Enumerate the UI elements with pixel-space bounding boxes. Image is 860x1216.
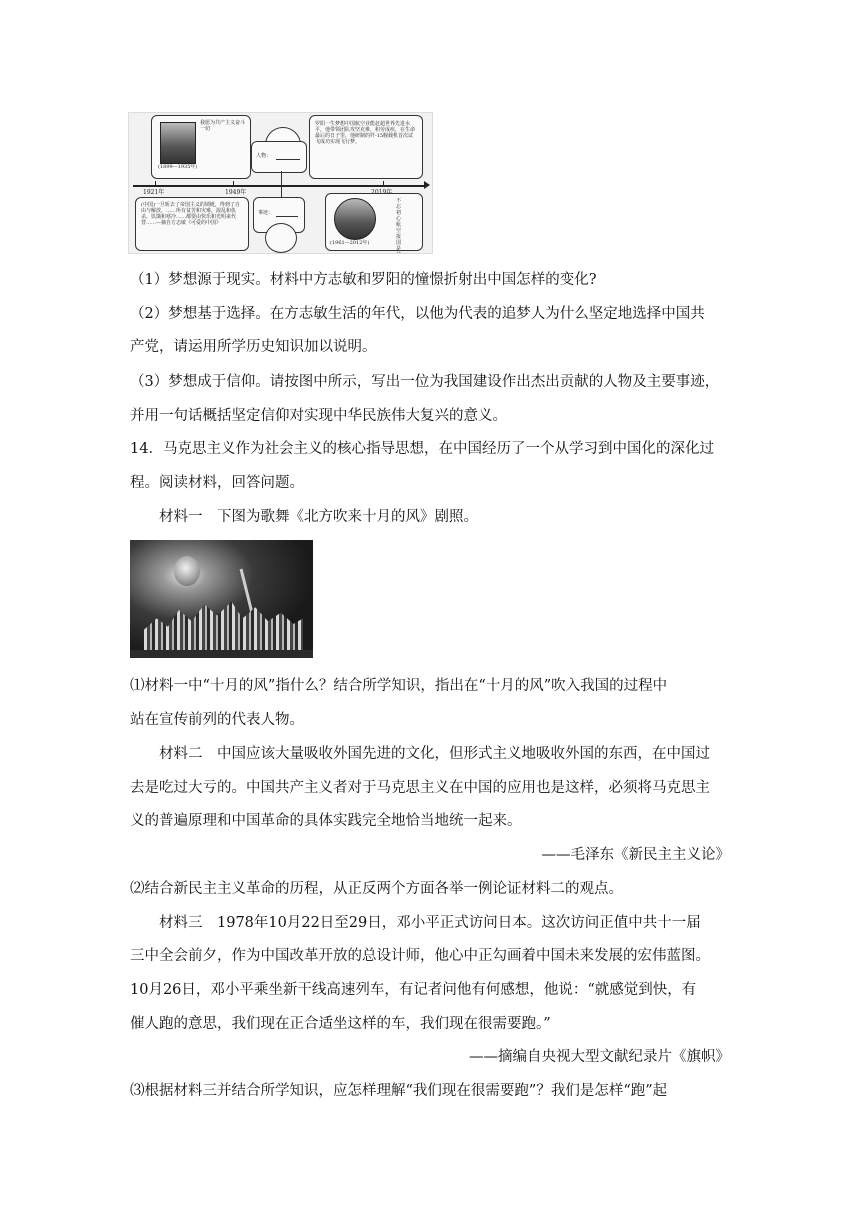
person-box (251, 141, 307, 173)
stage-photo (130, 540, 313, 658)
fang-zhimin-card (151, 115, 251, 179)
luo-yang-story: 罗阳一生梦想中国航空业能赶超世界先进水平，他带领团队攻坚克难，积劳成疾，在生命最后的日子里，他研制的歼-15舰载机首次试飞成功实现飞行梦。 (315, 121, 416, 145)
luo-yang-portrait (334, 198, 376, 240)
q14-stem-line2: 程。阅读材料，回答问题。 (130, 475, 304, 491)
year-1921: 1921年 (143, 189, 165, 196)
material-2-line3: 义的普遍原理和中国革命的具体实践完全地恰当地统一起来。 (130, 813, 522, 829)
material-2-line2: 去是吃过大亏的。中国共产主义者对于马克思主义在中国的应用也是这样，必须将马克思主 (130, 780, 710, 796)
event-label: 事迹： (258, 210, 274, 216)
material-1: 材料一 下图为歌舞《北方吹来十月的风》剧照。 (159, 509, 478, 525)
timeline-figure (128, 112, 433, 254)
q13-2-line2: 产党，请运用所学历史知识加以说明。 (130, 339, 377, 355)
q14-1-line1: ⑴材料一中“十月的风”指什么？结合所学知识，指出在“十月的风”吹入我国的过程中 (130, 678, 668, 694)
q13-1: （1）梦想源于现实。材料中方志敏和罗阳的憧憬折射出中国怎样的变化? (130, 272, 597, 288)
timeline-arrow-icon (424, 181, 430, 189)
material-3-line4: 催人跑的意思，我们现在正合适坐这样的车，我们现在很需要跑。” (130, 1016, 551, 1032)
luo-yang-motto: 不忘初心 航空报国 是 (396, 198, 402, 252)
dancers-crowd (144, 596, 303, 652)
tick-1921 (155, 181, 156, 186)
q13-2-line1: （2）梦想基于选择。在方志敏生活的年代，以他为代表的追梦人为什么坚定地选择中国共 (130, 306, 705, 322)
person-blank (276, 159, 300, 160)
luo-yang-text-card (309, 115, 423, 179)
lenin-portrait (174, 556, 200, 586)
year-1949: 1949年 (225, 189, 247, 196)
connector-top (281, 171, 282, 185)
event-blank (276, 216, 298, 217)
person-label: 人物： (256, 153, 272, 159)
material-2-source: ——毛泽东《新民主主义论》 (541, 847, 730, 863)
quote-card (135, 197, 249, 251)
lovely-china-quote: (中国)一旦斩去了帝国主义的锁链，得到了自由与解放，……所有贫苦和灾难，混乱和仇杀，饥饿和寒冷……都要由快乐和光明来代替……—摘自方志敏《可爱的中国》 (141, 202, 240, 226)
luo-yang-card (325, 193, 423, 251)
q14-1-line2: 站在宣传前列的代表人物。 (130, 712, 304, 728)
material-3-source: ——摘编自央视大型文献纪录片《旗帜》 (469, 1049, 730, 1065)
fang-zhimin-years: (1899—1935年) (158, 164, 198, 170)
connector-bottom (281, 187, 282, 197)
luo-yang-years: (1961—2012年) (330, 240, 370, 246)
tick-2019 (383, 181, 384, 186)
q14-stem-line1: 14．马克思主义作为社会主义的核心指导思想，在中国经历了一个从学习到中国化的深化过 (130, 441, 714, 457)
q14-2: ⑵结合新民主主义革命的历程，从正反两个方面各举一例论证材料二的观点。 (130, 881, 623, 897)
material-3-line1: 材料三 1978年10月22日至29日，邓小平正式访问日本。这次访问正值中共十一届 (159, 915, 701, 931)
material-2-line1: 材料二 中国应该大量吸收外国先进的文化，但形式主义地吸收外国的东西，在中国过 (159, 746, 710, 762)
q13-3-line2: 并用一句话概括坚定信仰对实现中华民族伟大复兴的意义。 (130, 408, 507, 424)
tick-1949 (233, 181, 234, 186)
stage-floor (130, 650, 313, 658)
q14-3: ⑶根据材料三并结合所学知识，应怎样理解“我们现在很需要跑”？我们是怎样“跑”起 (130, 1083, 668, 1099)
material-3-line3: 10月26日，邓小平乘坐新干线高速列车，有记者问他有何感想，他说：“就感觉到快，有 (130, 982, 697, 998)
q13-3-line1: （3）梦想成于信仰。请按图中所示，写出一位为我国建设作出杰出贡献的人物及主要事迹， (130, 374, 720, 390)
material-3-line2: 三中全会前夕，作为中国改革开放的总设计师，他心中正勾画着中国未来发展的宏伟蓝图。 (130, 948, 710, 964)
bottom-circle (265, 223, 297, 253)
fang-zhimin-portrait (160, 122, 196, 164)
fang-zhimin-quote: 我愿为共产主义奋斗一切 (200, 120, 246, 132)
